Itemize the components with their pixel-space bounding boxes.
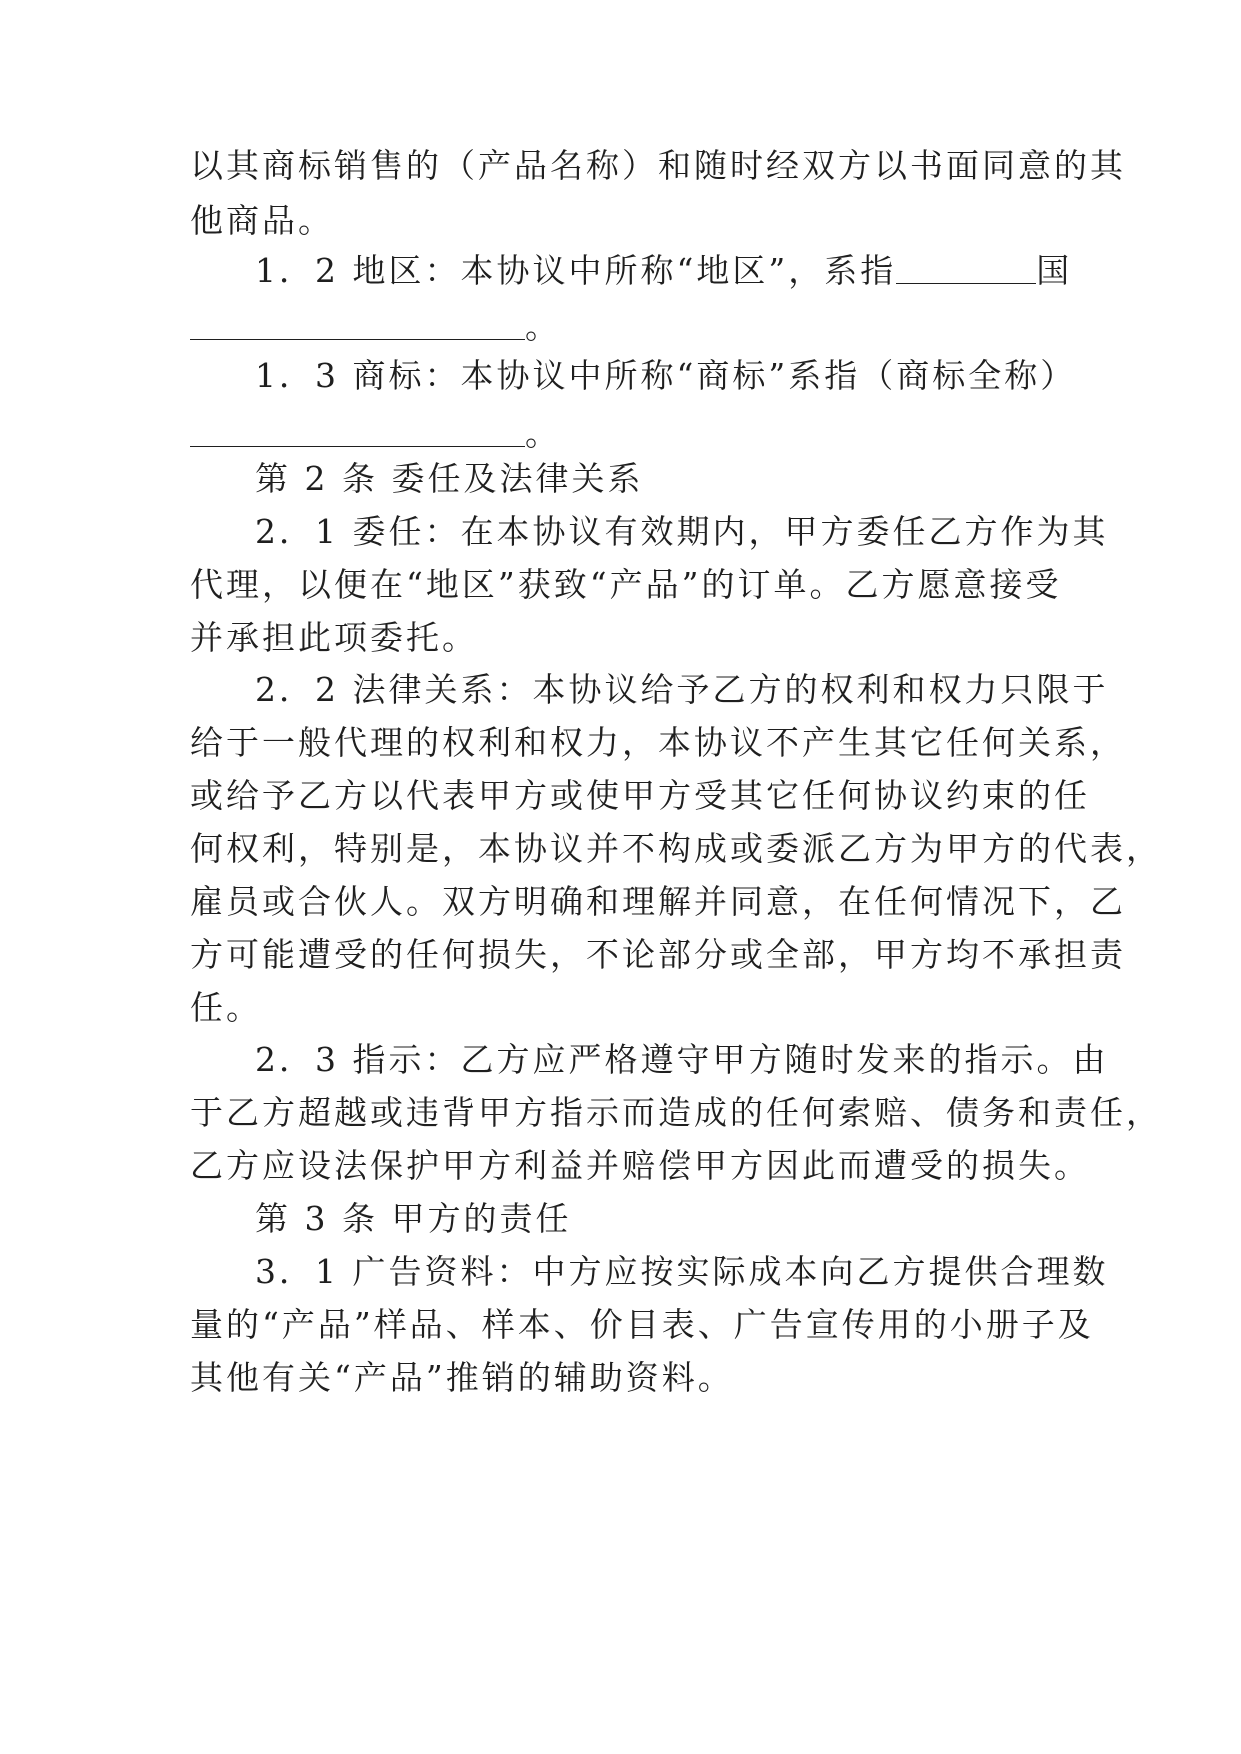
text-line: 给于一般代理的权利和权力，本协议不产生其它任何关系， (190, 723, 1126, 762)
clause-text: 国 (1036, 251, 1073, 290)
fill-in-blank (190, 416, 525, 447)
article-3-heading: 第 3 条 甲方的责任 (255, 1199, 572, 1238)
text-line: 2．2 法律关系：本协议给予乙方的权利和权力只限于 (255, 670, 1109, 709)
text-line: 2．1 委任：在本协议有效期内，甲方委任乙方作为其 (255, 512, 1109, 551)
period: 。 (525, 414, 561, 453)
text-line: 量的“产品”样品、样本、价目表、广告宣传用的小册子及 (190, 1305, 1094, 1344)
text-line: 乙方应设法保护甲方利益并赔偿甲方因此而遭受的损失。 (190, 1146, 1090, 1185)
fill-in-blank (896, 253, 1036, 284)
clause-text: 1．2 地区：本协议中所称“地区”，系指 (255, 251, 897, 290)
text-line: 方可能遭受的任何损失，不论部分或全部，甲方均不承担责 (190, 935, 1126, 974)
text-line: 于乙方超越或违背甲方指示而造成的任何索赔、债务和责任， (190, 1093, 1162, 1132)
text-line: 他商品。 (190, 201, 334, 240)
text-line: 雇员或合伙人。双方明确和理解并同意，在任何情况下，乙 (190, 882, 1126, 921)
article-2-heading: 第 2 条 委任及法律关系 (255, 459, 644, 498)
text-line: 任。 (190, 988, 262, 1027)
text-line: 以其商标销售的（产品名称）和随时经双方以书面同意的其 (190, 146, 1126, 185)
text-line: 并承担此项委托。 (190, 618, 478, 657)
clause-1-3: 1．3 商标：本协议中所称“商标”系指（商标全称） (255, 356, 1077, 395)
fill-in-blank (190, 309, 525, 340)
clause-1-2 (255, 242, 1073, 300)
text-line: 或给予乙方以代表甲方或使甲方受其它任何协议约束的任 (190, 776, 1090, 815)
text-line: 何权利，特别是，本协议并不构成或委派乙方为甲方的代表， (190, 829, 1162, 868)
text-line: 2．3 指示：乙方应严格遵守甲方随时发来的指示。由 (255, 1040, 1109, 1079)
text-line: 代理，以便在“地区”获致“产品”的订单。乙方愿意接受 (190, 565, 1062, 604)
text-line: 其他有关“产品”推销的辅助资料。 (190, 1358, 734, 1397)
text-line: 3．1 广告资料：中方应按实际成本向乙方提供合理数 (255, 1252, 1109, 1291)
period: 。 (525, 307, 561, 346)
